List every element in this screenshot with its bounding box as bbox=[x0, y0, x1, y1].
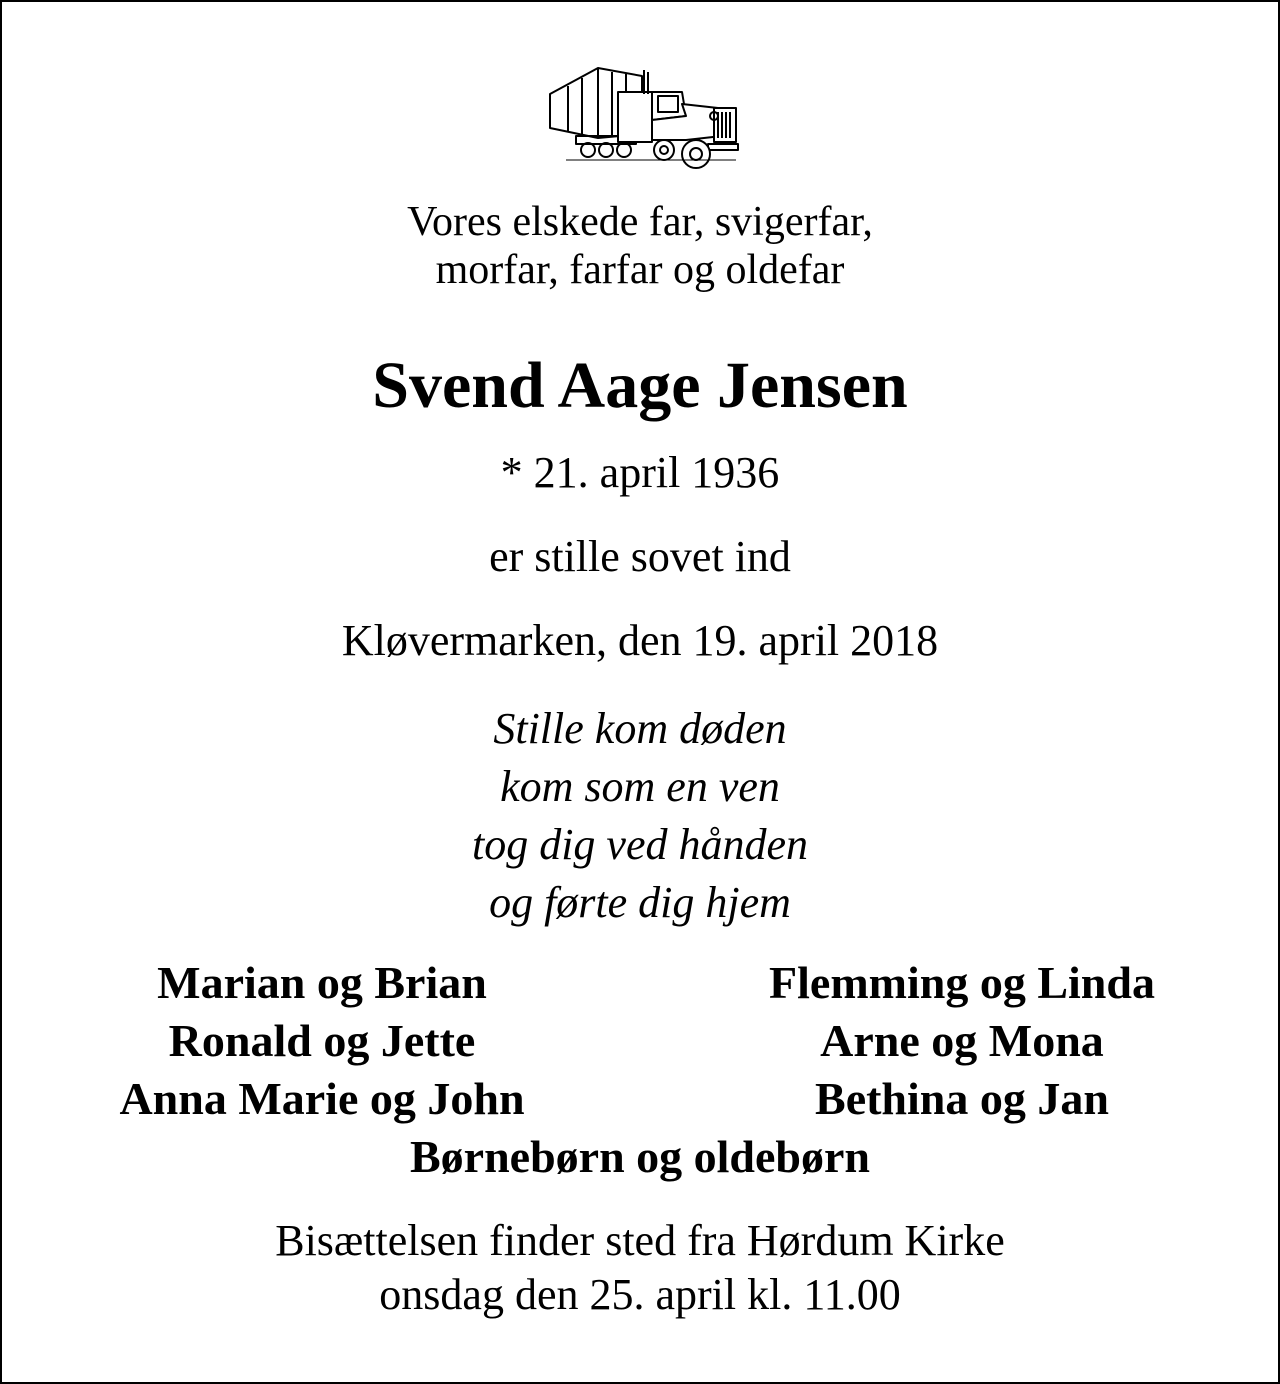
intro-line-2: morfar, farfar og oldefar bbox=[435, 247, 845, 293]
family-left-column bbox=[42, 954, 602, 1128]
family-name: Flemming og Linda bbox=[769, 957, 1155, 1008]
place-and-date: Kløvermarken, den 19. april 2018 bbox=[341, 616, 939, 665]
memorial-verse bbox=[2, 700, 1278, 932]
service-time: onsdag den 25. april kl. 11.00 bbox=[379, 1270, 901, 1319]
family-name: Bethina og Jan bbox=[815, 1073, 1109, 1124]
family-name: Arne og Mona bbox=[820, 1015, 1104, 1066]
family-name: Anna Marie og John bbox=[119, 1073, 525, 1124]
deceased-name: Svend Aage Jensen bbox=[372, 349, 908, 422]
family-name: Ronald og Jette bbox=[168, 1015, 476, 1066]
funeral-service-info bbox=[2, 1214, 1278, 1322]
grandchildren: Børnebørn og oldebørn bbox=[409, 1131, 871, 1182]
passed-away-text: er stille sovet ind bbox=[489, 532, 791, 581]
verse-line: kom som en ven bbox=[500, 762, 780, 811]
verse-line: tog dig ved hånden bbox=[471, 820, 809, 869]
intro-line-1: Vores elskede far, svigerfar, bbox=[407, 199, 873, 245]
truck-icon bbox=[546, 64, 740, 172]
intro-text bbox=[2, 198, 1278, 294]
birth-date: * 21. april 1936 bbox=[500, 448, 780, 497]
service-location: Bisættelsen finder sted fra Hørdum Kirke bbox=[275, 1216, 1005, 1265]
family-name: Marian og Brian bbox=[157, 957, 487, 1008]
verse-line: og førte dig hjem bbox=[489, 878, 791, 927]
family-right-column bbox=[682, 954, 1242, 1128]
verse-line: Stille kom døden bbox=[493, 704, 787, 753]
